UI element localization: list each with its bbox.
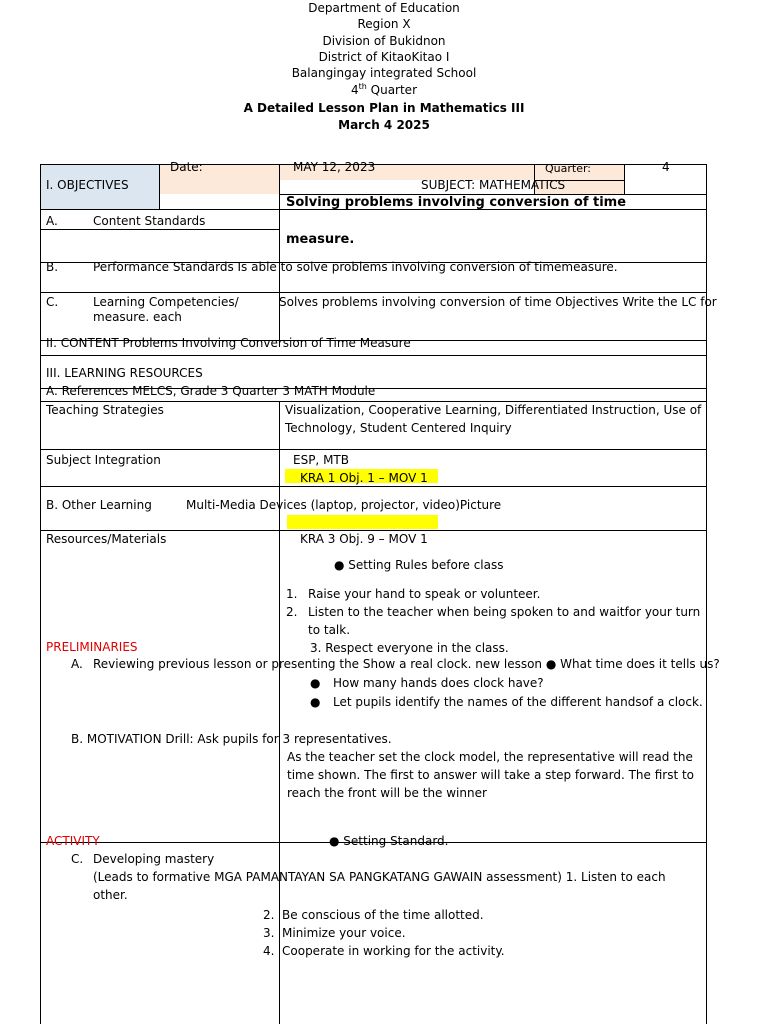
motivation-line-1: As the teacher set the clock model, the representative will read the	[287, 750, 693, 764]
quarter-value: 4	[662, 160, 670, 174]
standard-3-num: 3.	[263, 926, 275, 940]
standard-4-text: Cooperate in working for the activity.	[282, 944, 505, 958]
row-line	[40, 486, 707, 487]
kra-blank-highlight	[287, 515, 438, 529]
review-letter: A.	[71, 657, 83, 671]
header-school: Balangingay integrated School	[291, 66, 477, 80]
kra1-label: KRA 1 Obj. 1 – MOV 1	[300, 471, 428, 485]
other-learning-value: Multi-Media Devices (laptop, projector, video)Picture	[186, 498, 502, 512]
bullet-2-dot: ●	[310, 695, 321, 709]
teaching-strategies-line-2: Technology, Student Centered Inquiry	[285, 421, 512, 435]
row-line	[40, 530, 707, 531]
objectives-heading: I. OBJECTIVES	[46, 178, 129, 192]
mastery-line-3: other.	[93, 888, 128, 902]
learning-resources-heading: III. LEARNING RESOURCES	[46, 366, 203, 380]
content-standards-letter: A.	[46, 214, 58, 228]
rule-1-text: Raise your hand to speak or volunteer.	[308, 587, 541, 601]
motivation: B. MOTIVATION Drill: Ask pupils for 3 representatives.	[71, 732, 392, 746]
subject-integration-value: ESP, MTB	[293, 453, 349, 467]
competencies-letter: C.	[46, 295, 59, 309]
rule-2-text: Listen to the teacher when being spoken to and waitfor your turn	[308, 605, 701, 619]
topic-line-2: measure.	[286, 232, 355, 247]
bullet-2-text: Let pupils identify the names of the different handsof a clock.	[333, 695, 703, 709]
mastery-line-2: (Leads to formative MGA PAMANTAYAN SA PANGKATANG GAWAIN assessment) 1. Listen to each	[93, 870, 666, 884]
review-text: Reviewing previous lesson or presenting the Show a real clock. new lesson ● What time does it tells us?	[93, 657, 720, 671]
topic-line-1: Solving problems involving conversion of time	[286, 195, 627, 210]
teaching-strategies-label: Teaching Strategies	[46, 403, 164, 417]
standard-4-num: 4.	[263, 944, 275, 958]
resources-materials-label: Resources/Materials	[46, 532, 167, 546]
content-heading: II. CONTENT Problems Involving Conversion of Time Measure	[46, 336, 411, 350]
motivation-line-3: reach the front will be the winner	[287, 786, 487, 800]
row-line	[40, 292, 707, 293]
developing-mastery: Developing mastery	[93, 852, 215, 866]
kra3-label: KRA 3 Obj. 9 – MOV 1	[300, 532, 428, 546]
preliminaries-heading: PRELIMINARIES	[46, 640, 138, 654]
quarter-label: Quarter:	[545, 162, 592, 175]
standard-3-text: Minimize your voice.	[282, 926, 406, 940]
rule-1-num: 1.	[286, 587, 298, 601]
column-line	[159, 164, 160, 209]
lesson-plan-date: March 4 2025	[338, 118, 430, 132]
row-line	[40, 449, 707, 450]
column-line	[624, 164, 625, 194]
table-border-right	[706, 164, 707, 1024]
header-quarter: 4th Quarter	[350, 82, 418, 97]
setting-rules: ● Setting Rules before class	[334, 558, 504, 572]
performance-standards: Performance Standards Is able to solve problems involving conversion of timemeasure.	[93, 260, 618, 274]
mastery-letter: C.	[71, 852, 84, 866]
activity-heading: ACTIVITY	[46, 834, 100, 848]
teaching-strategies-line-1: Visualization, Cooperative Learning, Differentiated Instruction, Use of	[285, 403, 702, 417]
row-line	[40, 401, 707, 402]
content-standards: Content Standards	[93, 214, 206, 228]
row-line	[40, 355, 707, 356]
rule-2-num: 2.	[286, 605, 298, 619]
lesson-plan-title: A Detailed Lesson Plan in Mathematics III	[243, 101, 525, 115]
rule-2-cont: to talk.	[308, 623, 351, 637]
competencies-label: Learning Competencies/	[93, 295, 239, 309]
motivation-line-2: time shown. The first to answer will take a step forward. The first to	[287, 768, 695, 782]
standard-2-num: 2.	[263, 908, 275, 922]
standard-2-text: Be conscious of the time allotted.	[282, 908, 484, 922]
setting-standard: ● Setting Standard.	[329, 834, 449, 848]
competencies-cont: measure. each	[93, 310, 182, 324]
date-label: Date:	[170, 160, 203, 174]
subject-integration-label: Subject Integration	[46, 453, 161, 467]
references: A. References MELCS, Grade 3 Quarter 3 MATH Module	[46, 384, 376, 398]
bullet-1-dot: ●	[310, 676, 321, 690]
bullet-1-text: How many hands does clock have?	[333, 676, 544, 690]
header-region: Region X	[357, 17, 411, 31]
competencies-text: Solves problems involving conversion of time Objectives Write the LC for	[279, 295, 717, 309]
performance-letter: B.	[46, 260, 59, 274]
rule-3: 3. Respect everyone in the class.	[310, 641, 509, 655]
column-line	[279, 401, 280, 1024]
subject-label: SUBJECT: MATHEMATICS	[421, 178, 566, 192]
header-district: District of KitaoKitao I	[318, 50, 450, 64]
other-learning-label: B. Other Learning	[46, 498, 152, 512]
header-division: Division of Bukidnon	[322, 34, 446, 48]
row-line	[40, 229, 279, 230]
date-value: MAY 12, 2023	[293, 160, 376, 174]
table-border-left	[40, 164, 41, 1024]
header-department: Department of Education	[308, 1, 460, 15]
column-line	[279, 164, 280, 340]
